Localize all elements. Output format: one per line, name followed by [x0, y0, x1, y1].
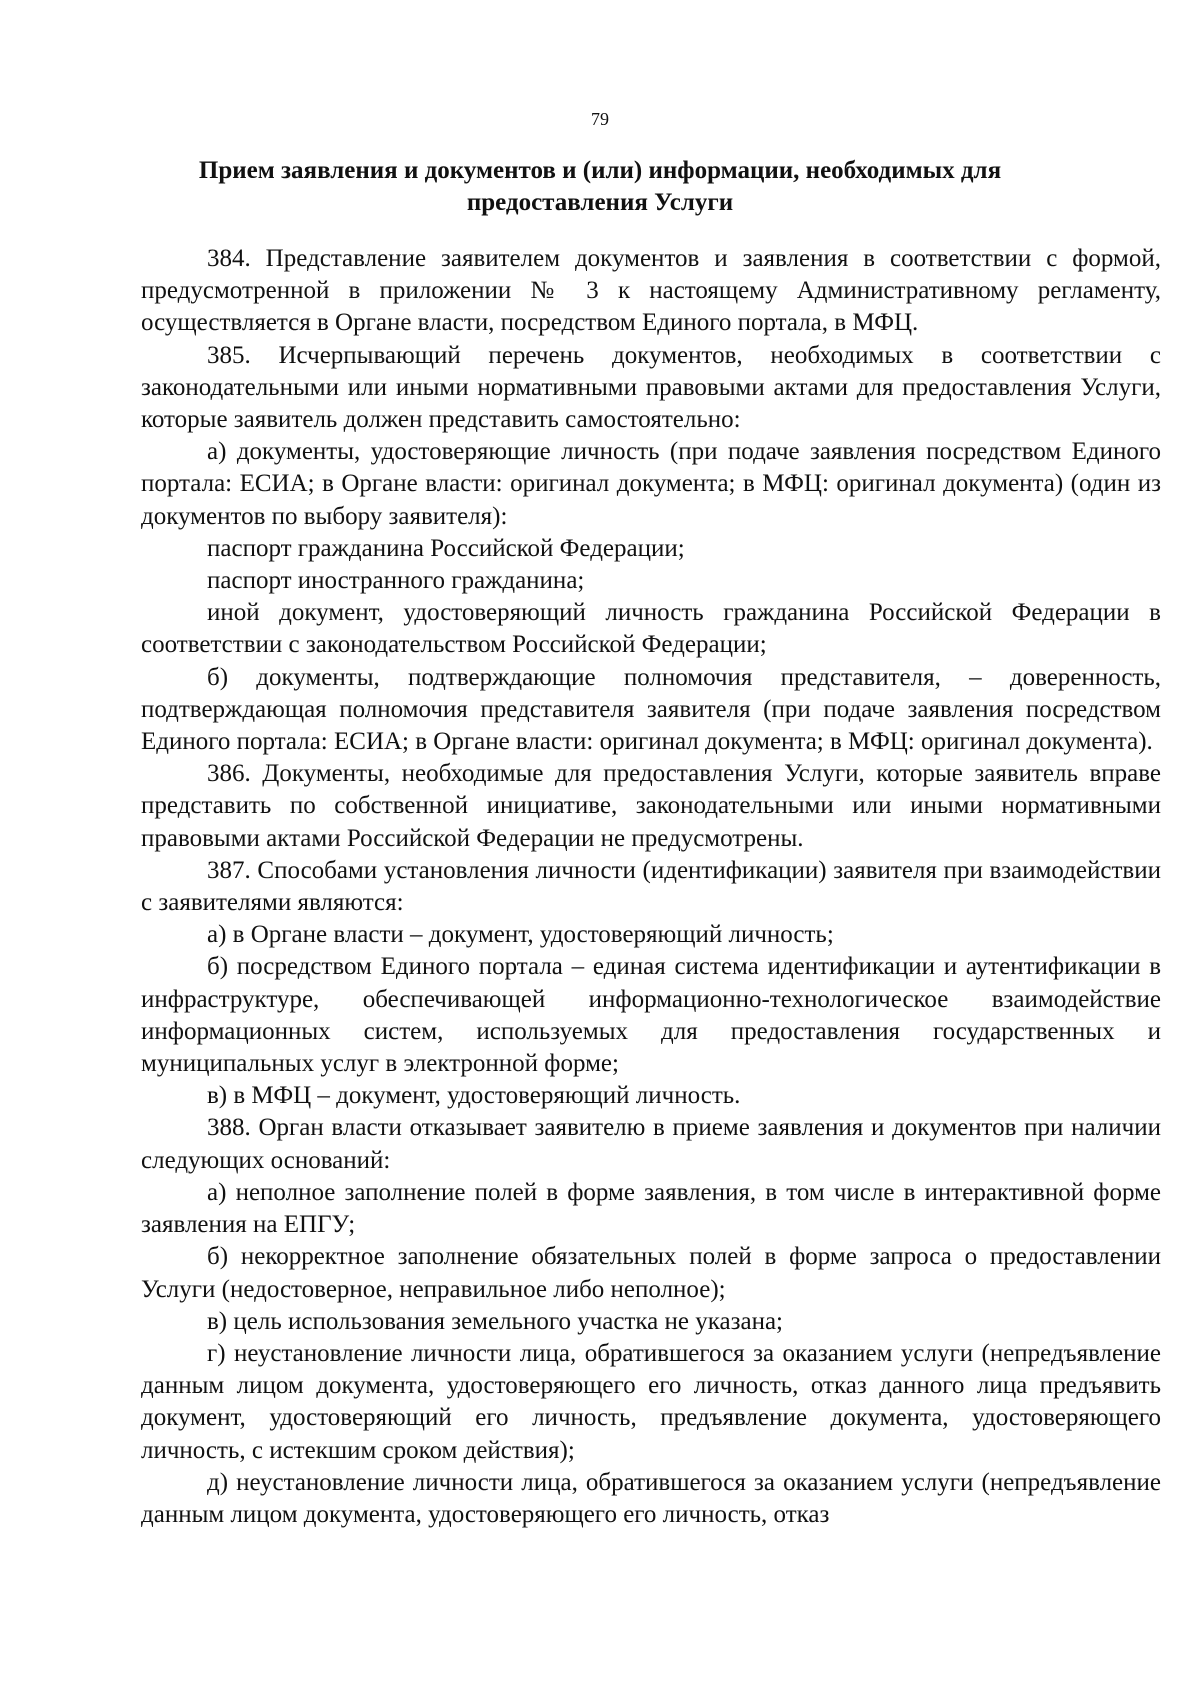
paragraph-388: 388. Орган власти отказывает заявителю в приеме заявления и документов при наличии следующих оснований: — [141, 1114, 1161, 1174]
page-number: 79 — [591, 109, 609, 129]
list-item-foreign-passport: паспорт иностранного гражданина; — [207, 567, 585, 595]
body-text — [141, 243, 1161, 1531]
paragraph-386: 386. Документы, необходимые для предоставления Услуги, которые заявитель вправе представить по собственной инициативе, законодательными или иными нормативными правовыми актами Российской Федерации не предусмотрены. — [141, 760, 1161, 852]
list-item-d-identity-not-established: д) неустановление личности лица, обратившегося за оказанием услуги (непредъявление данным лицом документа, удостоверяющего его личность, отказ — [141, 1468, 1161, 1528]
list-item-a-incomplete-fields: а) неполное заполнение полей в форме заявления, в том числе в интерактивной форме заявления на ЕПГУ; — [141, 1178, 1161, 1239]
paragraph-385: 385. Исчерпывающий перечень документов, необходимых в соответствии с законодательными или иными нормативными правовыми актами для предоставления Услуги, которые заявитель должен представить самостоятельно: — [141, 341, 1161, 434]
paragraph-387: 387. Способами установления личности (идентификации) заявителя при взаимодействии с заявителями являются: — [141, 856, 1161, 917]
list-item-c-mfc-identification: в) в МФЦ – документ, удостоверяющий личность. — [207, 1082, 741, 1110]
paragraph-384: 384. Представление заявителем документов и заявления в соответствии с формой, предусмотренной в приложении № 3 к настоящему Административному регламенту, осуществляется в Органе власти, посредством Единого портала, в МФЦ. — [141, 245, 1161, 337]
list-item-other-identity-document: иной документ, удостоверяющий личность гражданина Российской Федерации в соответствии с законодательством Российской Федерации; — [141, 599, 1161, 659]
list-item-b-representative-documents: б) документы, подтверждающие полномочия представителя, – доверенность, подтверждающая полномочия представителя заявителя (при подаче заявления посредством Единого портала: ЕСИА; в Органе власти: оригинал документа; в МФЦ: оригинал документа). — [141, 663, 1161, 756]
list-item-g-identity-not-established: г) неустановление личности лица, обратившегося за оказанием услуги (непредъявление данным лицом документа, удостоверяющего его личность, отказ данного лица предъявить документ, удостоверяющий его личность, предъявление документа, удостоверяющего личность, с истекшим сроком действия); — [141, 1339, 1161, 1464]
list-item-a-identity-documents: а) документы, удостоверяющие личность (при подаче заявления посредством Единого портала: ЕСИА; в Органе власти: оригинал документа; в МФЦ: оригинал документа) (один из документов по выбору заявителя): — [141, 438, 1161, 530]
list-item-a-authority-identification: а) в Органе власти – документ, удостоверяющий личность; — [207, 921, 834, 949]
list-item-passport-rf: паспорт гражданина Российской Федерации; — [207, 534, 685, 562]
list-item-b-incorrect-fields: б) некорректное заполнение обязательных полей в форме запроса о предоставлении Услуги (недостоверное, неправильное либо неполное); — [141, 1243, 1161, 1303]
list-item-b-portal-identification: б) посредством Единого портала – единая система идентификации и аутентификации в инфраструктуре, обеспечивающей информационно-технологическое взаимодействие информационных систем, используемых для предоставления государственных и муниципальных услуг в электронной форме; — [141, 953, 1161, 1078]
section-title: Прием заявления и документов и (или) информации, необходимых для предоставления Услуги — [198, 157, 1002, 216]
list-item-c-purpose-not-specified: в) цель использования земельного участка не указана; — [207, 1307, 784, 1335]
